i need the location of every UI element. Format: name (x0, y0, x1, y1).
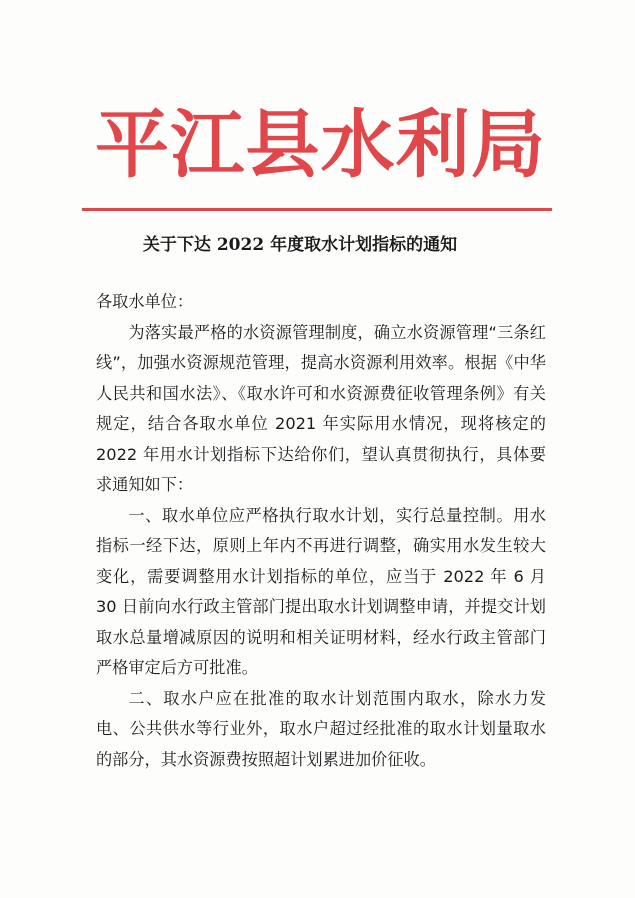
masthead-char: 水 (320, 102, 395, 188)
red-divider-line (82, 208, 552, 211)
document-body (96, 287, 546, 775)
masthead-char: 平 (95, 102, 169, 188)
masthead-char: 局 (470, 102, 545, 188)
masthead-char: 县 (245, 102, 320, 188)
body-paragraph: 为落实最严格的水资源管理制度，确立水资源管理“三条红线”，加强水资源规范管理，提高水资源利用效率。根据《中华人民共和国水法》、《取水许可和水资源费征收管理条例》有关规定，结合各取水单位 2021 年实际用水情况，现将核定的 2022 年用水计划指标下达给你们，望认真贯彻执行，具体要求通知如下： (96, 322, 546, 494)
salutation: 各取水单位： (96, 292, 194, 311)
masthead-char: 江 (170, 102, 245, 188)
masthead-char: 利 (395, 102, 470, 188)
body-paragraph: 二、取水户应在批准的取水计划范围内取水，除水力发电、公共供水等行业外，取水户超过经批准的取水计划量取水的部分，其水资源费按照超计划累进加价征收。 (96, 688, 546, 769)
document-title: 关于下达 2022 年度取水计划指标的通知 (142, 235, 458, 255)
issuing-authority-masthead (95, 100, 545, 190)
body-paragraph: 一、取水单位应严格执行取水计划，实行总量控制。用水指标一经下达，原则上年内不再进行调整，确实用水发生较大变化，需要调整用水计划指标的单位，应当于 2022 年 6 月 30 日前向水行政主管部门提出取水计划调整申请，并提交计划取水总量增减原因的说明和相关证明材料，经水行政主管部门严格审定后方可批准。 (96, 505, 546, 677)
